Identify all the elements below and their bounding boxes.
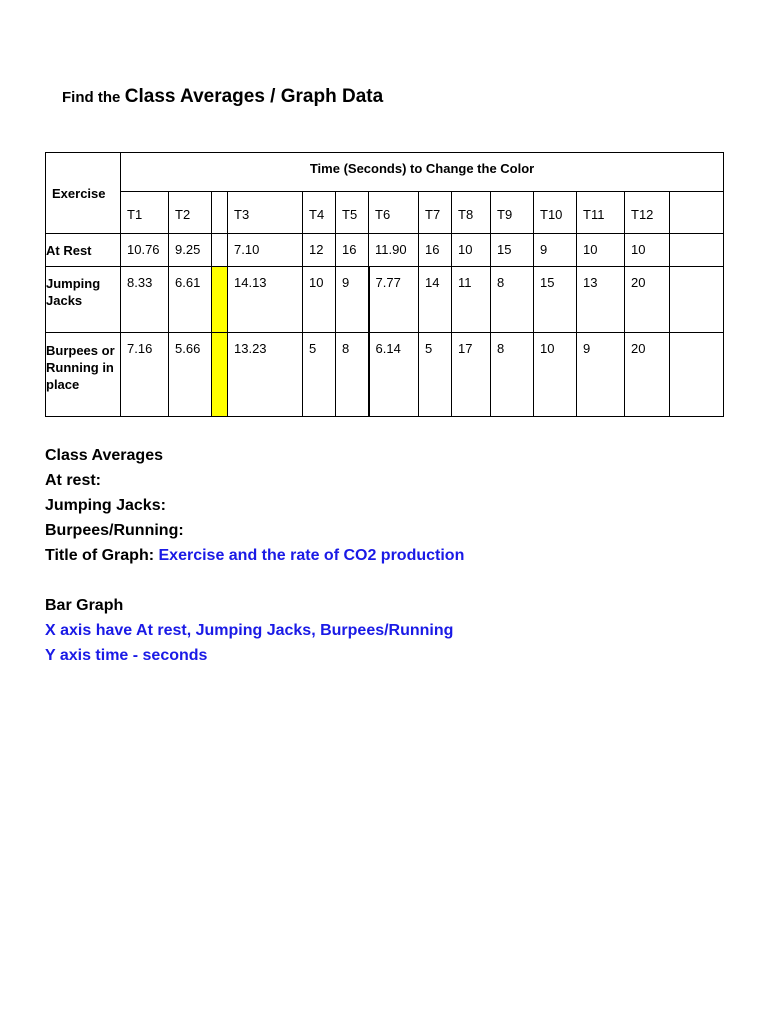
x-axis-note: X axis have At rest, Jumping Jacks, Burpees/Running: [45, 622, 454, 639]
table-row: [46, 234, 724, 267]
trial-header: T7: [419, 192, 452, 234]
table-cell: 8.33: [121, 267, 169, 333]
exercise-header: Exercise: [46, 153, 121, 234]
table-cell: [670, 234, 724, 267]
table-cell: 15: [491, 234, 534, 267]
table-cell: 13.23: [228, 333, 303, 417]
table-cell: 8: [336, 333, 369, 417]
row-label: Burpees or Running in place: [46, 333, 121, 417]
table-cell: 10.76: [121, 234, 169, 267]
table-cell: 10: [534, 333, 577, 417]
table-cell: [212, 234, 228, 267]
graph-title-label: Title of Graph:: [45, 547, 155, 564]
table-row: [46, 333, 724, 417]
table-cell: 6.14: [369, 333, 419, 417]
exercise-data-table: [45, 152, 724, 417]
jumping-jacks-label: Jumping Jacks:: [45, 497, 166, 514]
table-cell: [670, 267, 724, 333]
table-cell: 20: [625, 333, 670, 417]
table-cell: 7.77: [369, 267, 419, 333]
table-cell: 11: [452, 267, 491, 333]
row-label: At Rest: [46, 234, 121, 267]
table-row: [46, 267, 724, 333]
trial-header: T3: [228, 192, 303, 234]
table-cell: 16: [419, 234, 452, 267]
table-cell: 14: [419, 267, 452, 333]
table-cell: [670, 333, 724, 417]
trial-header: T10: [534, 192, 577, 234]
table-cell: 5: [419, 333, 452, 417]
table-cell: 7.10: [228, 234, 303, 267]
table-cell: 17: [452, 333, 491, 417]
time-header: Time (Seconds) to Change the Color: [121, 153, 724, 192]
table-cell: 9: [336, 267, 369, 333]
spacer: [45, 568, 464, 593]
heading-title: Class Averages / Graph Data: [124, 86, 384, 107]
table-cell: 10: [452, 234, 491, 267]
table-cell: 15: [534, 267, 577, 333]
table-cell: 20: [625, 267, 670, 333]
table-cell: 5.66: [169, 333, 212, 417]
trial-header: T2: [169, 192, 212, 234]
at-rest-label: At rest:: [45, 472, 102, 489]
table-cell: 10: [625, 234, 670, 267]
trial-header: T12: [625, 192, 670, 234]
burpees-running-label: Burpees/Running:: [45, 522, 184, 539]
graph-title-line: [45, 543, 464, 568]
table-cell: 7.16: [121, 333, 169, 417]
trial-header-row: [46, 192, 724, 234]
table-cell: 8: [491, 267, 534, 333]
trial-header: T1: [121, 192, 169, 234]
highlighted-cell: [212, 333, 228, 417]
table-cell: 9: [534, 234, 577, 267]
bar-graph-heading: Bar Graph: [45, 597, 124, 614]
trial-header: T8: [452, 192, 491, 234]
table-cell: 8: [491, 333, 534, 417]
table-cell: 12: [303, 234, 336, 267]
table-cell: 11.90: [369, 234, 419, 267]
trial-header: T4: [303, 192, 336, 234]
trial-header: T11: [577, 192, 625, 234]
table-cell: 6.61: [169, 267, 212, 333]
trial-header: T5: [336, 192, 369, 234]
table-cell: 9: [577, 333, 625, 417]
trial-header: T6: [369, 192, 419, 234]
heading-prefix: Find the: [62, 89, 121, 106]
graph-title-value: Exercise and the rate of CO2 production: [158, 547, 465, 564]
table-cell: 5: [303, 333, 336, 417]
trial-header: [670, 192, 724, 234]
page-heading: [62, 86, 383, 108]
trial-header: T9: [491, 192, 534, 234]
table-cell: 13: [577, 267, 625, 333]
trial-header: [212, 192, 228, 234]
table-cell: 14.13: [228, 267, 303, 333]
y-axis-note: Y axis time - seconds: [45, 647, 208, 664]
class-averages-heading: Class Averages: [45, 447, 163, 464]
table-cell: 16: [336, 234, 369, 267]
notes-section: [45, 443, 464, 668]
table-cell: 10: [577, 234, 625, 267]
table-cell: 9.25: [169, 234, 212, 267]
highlighted-cell: [212, 267, 228, 333]
row-label: Jumping Jacks: [46, 267, 121, 333]
table-cell: 10: [303, 267, 336, 333]
